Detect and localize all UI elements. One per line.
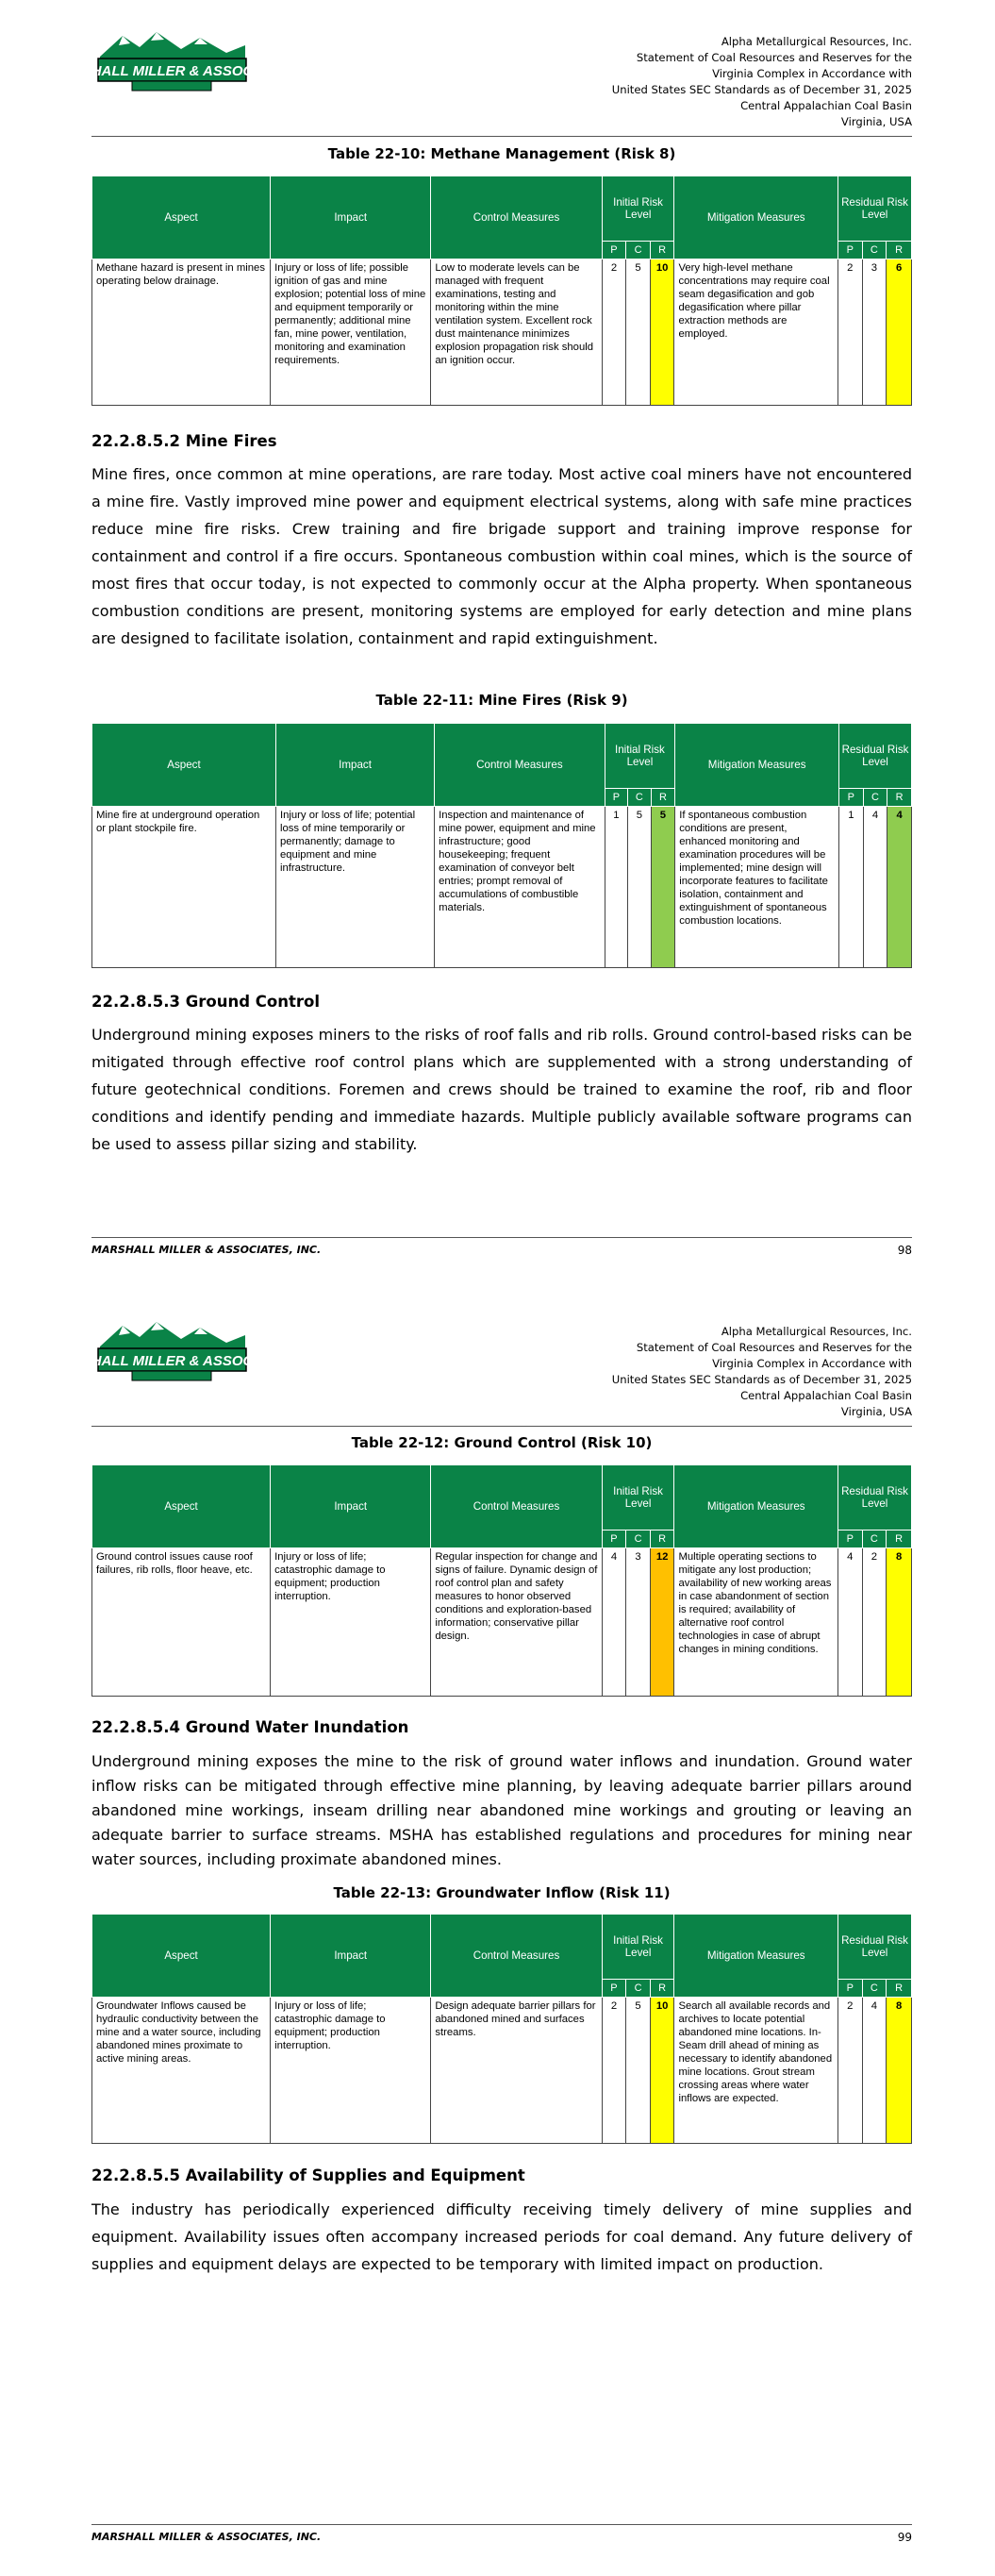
cell-initial-r: 10 [650,259,674,406]
cell-control: Low to moderate levels can be managed with frequent examinations, testing and monitoring within the mine ventilation system. Excellent rock dust maintenance minimizes explosion propagation risk should an ignition occur. [431,259,602,406]
cell-residual-r: 4 [887,807,912,968]
cell-aspect: Ground control issues cause roof failures, rib rolls, floor heave, etc. [92,1548,271,1697]
logo-wordmark: MARSHALL MILLER & ASSOCIATES [49,1353,294,1369]
col-p: P [602,1531,626,1548]
footer-rule [91,2524,912,2525]
table-row [92,807,912,968]
cell-residual-r: 6 [887,259,912,406]
risk-table-ground-control [91,1464,912,1697]
col-r: R [887,242,912,259]
footer-rule [91,1237,912,1238]
cell-residual-r: 8 [887,1998,912,2144]
cell-initial-c: 5 [626,259,651,406]
col-residual: Residual Risk Level [839,724,912,789]
risk-table-groundwater [91,1914,912,2144]
cell-initial-r: 12 [650,1548,674,1697]
col-c: C [862,1531,887,1548]
cell-initial-p: 4 [602,1548,626,1697]
col-control: Control Measures [431,1465,602,1548]
cell-impact: Injury or loss of life; possible ignition of gas and mine explosion; potential loss of mine and equipment temporarily or permanently; additional mine fan, mine power, ventilation, monitoring and examination requirements. [271,259,431,406]
section-paragraph: Underground mining exposes miners to the risks of roof falls and rib rolls. Ground control-based risks can be mitigated through effective roof control plans which are supplemented with a strong understanding of future geotechnical conditions. Foremen and crews should be trained to examine the roof, rib and floor conditions and identify pending and immediate hazards. Multiple publicly available software programs can be used to assess pillar sizing and stability. [91,1026,912,1153]
col-residual: Residual Risk Level [838,176,912,242]
section-paragraph: The industry has periodically experienced difficulty receiving timely delivery of mine supplies and equipment. Availability issues often accompany increased periods for coal demand. Any future delivery of supplies and equipment delays are expected to be temporary with limited impact on production. [91,2200,912,2273]
table-row [92,1998,912,2144]
section-paragraph: Underground mining exposes the mine to the risk of ground water inflows and inundation. Ground water inflow risks can be mitigated through effective mine planning, by leaving adequate barrier pillars around abandoned mine workings, inseam drilling near abandoned mine workings and grouting or leaving an adequate barrier to surface streams. MSHA has established regulations and procedures for mining near water sources, including proximate abandoned mines. [91,1752,912,1868]
col-p: P [838,1980,863,1998]
cell-residual-c: 4 [862,1998,887,2144]
cell-control: Regular inspection for change and signs of failure. Dynamic design of roof control plan and safety measures to honor observed conditions and exploration-based information; conservative pillar design. [431,1548,602,1697]
risk-table-methane [91,176,912,406]
cell-aspect: Mine fire at underground operation or plant stockpile fire. [92,807,276,968]
col-control: Control Measures [431,1915,602,1998]
cell-residual-p: 1 [839,807,864,968]
col-impact: Impact [271,1915,431,1998]
col-c: C [626,1531,651,1548]
col-c: C [863,789,887,807]
col-r: R [887,1980,912,1998]
company-logo [49,1318,294,1390]
table-row [92,259,912,406]
col-c: C [862,1980,887,1998]
col-r: R [650,1531,674,1548]
header-line: Central Appalachian Coal Basin [740,99,912,112]
cell-initial-p: 1 [605,807,628,968]
col-c: C [626,242,651,259]
col-p: P [602,242,626,259]
col-r: R [887,789,912,807]
col-impact: Impact [271,176,431,259]
document-header [612,1324,912,1420]
logo-wordmark: MARSHALL MILLER & ASSOCIATES [49,63,294,79]
cell-residual-c: 4 [863,807,887,968]
cell-residual-c: 3 [862,259,887,406]
page-number: 98 [897,1244,912,1257]
cell-initial-p: 2 [602,259,626,406]
col-r: R [650,242,674,259]
table-row [92,1548,912,1697]
col-initial: Initial Risk Level [602,1465,674,1531]
cell-control: Design adequate barrier pillars for abandoned mined and surfaces streams. [431,1998,602,2144]
cell-impact: Injury or loss of life; potential loss of mine temporarily or permanently; damage to equipment and mine infrastructure. [275,807,434,968]
cell-residual-r: 8 [887,1548,912,1697]
cell-impact: Injury or loss of life; catastrophic damage to equipment; production interruption. [271,1548,431,1697]
header-line: United States SEC Standards as of December 31, 2025 [611,83,912,96]
header-line: Virginia Complex in Accordance with [712,1357,912,1370]
col-residual: Residual Risk Level [838,1915,912,1980]
cell-initial-r: 10 [650,1998,674,2144]
header-line: Virginia, USA [840,115,912,128]
col-mitigation: Mitigation Measures [674,1465,838,1548]
cell-residual-p: 2 [838,259,863,406]
cell-initial-c: 5 [628,807,652,968]
page-99 [0,1288,995,2576]
section-paragraph: Mine fires, once common at mine operations, are rare today. Most active coal miners have not encountered a mine fire. Vastly improved mine power and equipment electrical systems, along with safe mine practices reduce mine fire risks. Crew training and fire brigade support and training improve response for containment and control if a fire occurs. Spontaneous combustion within coal mines, which is the source of most fires that occur today, is not expected to commonly occur at the Alpha property. When spontaneous combustion conditions are present, monitoring systems are employed for early detection and mine plans are designed to facilitate isolation, containment and rapid extinguishment. [91,465,912,647]
col-c: C [628,789,652,807]
cell-initial-c: 5 [626,1998,651,2144]
table-title: Table 22-13: Groundwater Inflow (Risk 11) [333,1884,671,1901]
cell-residual-c: 2 [862,1548,887,1697]
cell-mitigation: Multiple operating sections to mitigate any lost production; availability of new working areas in case abandonment of section is required; availability of alternative roof control technologies in case of abrupt changes in mining conditions. [674,1548,838,1697]
cell-mitigation: If spontaneous combustion conditions are present, enhanced monitoring and examination procedures will be implemented; mine design will incorporate features to facilitate isolation, containment and extinguishment of spontaneous combustion locations. [675,807,839,968]
header-line: Statement of Coal Resources and Reserves for the [636,1341,912,1354]
col-aspect: Aspect [92,1465,271,1548]
col-initial: Initial Risk Level [602,1915,674,1980]
cell-initial-p: 2 [602,1998,626,2144]
header-line: Statement of Coal Resources and Reserves for the [636,51,912,64]
header-line: Central Appalachian Coal Basin [740,1389,912,1402]
col-impact: Impact [275,724,434,807]
table-title: Table 22-12: Ground Control (Risk 10) [351,1434,653,1451]
page-number: 99 [897,2531,912,2544]
cell-initial-c: 3 [626,1548,651,1697]
col-aspect: Aspect [92,1915,271,1998]
table-title: Table 22-11: Mine Fires (Risk 9) [375,692,628,709]
col-r: R [887,1531,912,1548]
cell-initial-r: 5 [651,807,675,968]
header-line: Virginia Complex in Accordance with [712,67,912,80]
col-p: P [839,789,864,807]
footer-company: MARSHALL MILLER & ASSOCIATES, INC. [91,1244,322,1256]
col-mitigation: Mitigation Measures [675,724,839,807]
cell-mitigation: Very high-level methane concentrations may require coal seam degasification and gob degasification where pillar extraction methods are employed. [674,259,838,406]
col-mitigation: Mitigation Measures [674,1915,838,1998]
col-c: C [626,1980,651,1998]
col-r: R [650,1980,674,1998]
col-impact: Impact [271,1465,431,1548]
header-line: Alpha Metallurgical Resources, Inc. [721,35,912,48]
header-rule [91,1426,912,1427]
col-p: P [838,242,863,259]
table-title: Table 22-10: Methane Management (Risk 8) [327,145,676,162]
cell-impact: Injury or loss of life; catastrophic damage to equipment; production interruption. [271,1998,431,2144]
col-c: C [862,242,887,259]
col-p: P [605,789,628,807]
cell-residual-p: 2 [838,1998,863,2144]
col-control: Control Measures [431,176,602,259]
cell-control: Inspection and maintenance of mine power, equipment and mine infrastructure; good housekeeping; frequent examination of conveyor belt entries; prompt removal of accumulations of combustible materials. [435,807,605,968]
header-line: Alpha Metallurgical Resources, Inc. [721,1325,912,1338]
cell-mitigation: Search all available records and archives to locate potential abandoned mine locations. In-Seam drill ahead of mining as necessary to identify abandoned mine locations. Grout stream crossing areas where water inflows are expected. [674,1998,838,2144]
header-rule [91,136,912,137]
cell-aspect: Methane hazard is present in mines operating below drainage. [92,259,271,406]
col-p: P [602,1980,626,1998]
cell-aspect: Groundwater Inflows caused be hydraulic conductivity between the mine and a water source, including abandoned mines proximate to active mining areas. [92,1998,271,2144]
company-logo [49,28,294,100]
col-residual: Residual Risk Level [838,1465,912,1531]
col-control: Control Measures [435,724,605,807]
cell-residual-p: 4 [838,1548,863,1697]
section-heading: 22.2.8.5.2 Mine Fires [91,432,277,450]
header-line: Virginia, USA [840,1405,912,1418]
section-heading: 22.2.8.5.5 Availability of Supplies and Equipment [91,2166,525,2184]
document-header [612,34,912,130]
col-aspect: Aspect [92,724,276,807]
col-aspect: Aspect [92,176,271,259]
col-initial: Initial Risk Level [602,176,674,242]
header-line: United States SEC Standards as of December 31, 2025 [611,1373,912,1386]
col-p: P [838,1531,863,1548]
col-initial: Initial Risk Level [605,724,675,789]
risk-table-mine-fires [91,723,912,968]
col-r: R [651,789,675,807]
section-heading: 22.2.8.5.3 Ground Control [91,993,320,1011]
col-mitigation: Mitigation Measures [674,176,838,259]
footer-company: MARSHALL MILLER & ASSOCIATES, INC. [91,2531,322,2543]
section-heading: 22.2.8.5.4 Ground Water Inundation [91,1718,409,1736]
